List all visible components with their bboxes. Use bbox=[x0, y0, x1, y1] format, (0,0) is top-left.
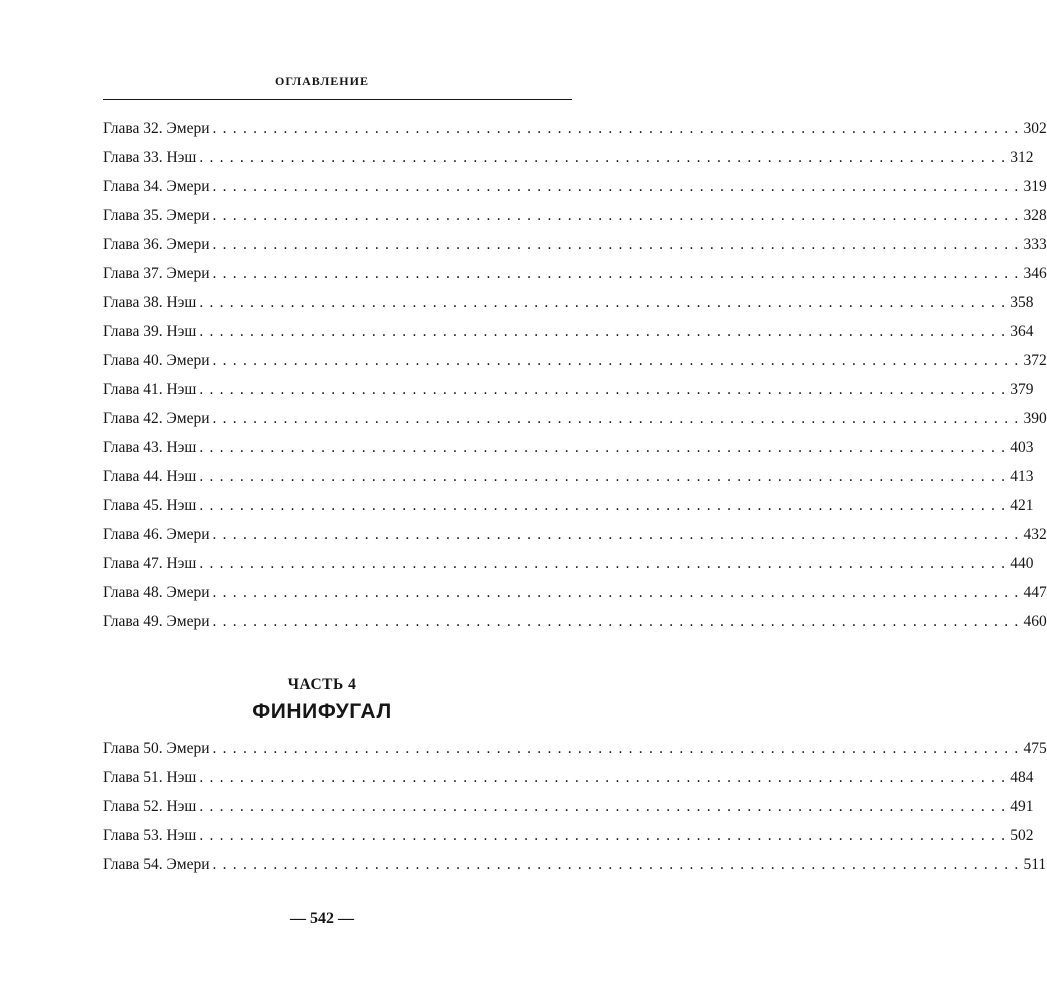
toc-entry bbox=[103, 259, 1047, 288]
toc-entry-page-number: 364 bbox=[1010, 323, 1034, 340]
toc-entry-title: Глава 49. Эмери bbox=[103, 613, 210, 630]
toc-entry bbox=[103, 172, 1047, 201]
toc-entry-page-number: 440 bbox=[1010, 555, 1034, 572]
dot-leader: . . . . . . . . . . . . . . . . . . . . . . . . . . . . . . . . . . . . . . . . . . . . . . . . . . . . . . . . . . . . . . . . . . . . . . . . . . . . . . . . bbox=[212, 178, 1020, 195]
toc-entry-page-number: 413 bbox=[1010, 468, 1034, 485]
toc-entry-title: Глава 40. Эмери bbox=[103, 352, 210, 369]
toc-entry-title: Глава 47. Нэш bbox=[103, 555, 197, 572]
toc-entry bbox=[103, 520, 1047, 549]
dot-leader: . . . . . . . . . . . . . . . . . . . . . . . . . . . . . . . . . . . . . . . . . . . . . . . . . . . . . . . . . . . . . . . . . . . . . . . . . . . . . . . . bbox=[199, 798, 1007, 815]
toc-entry-page-number: 312 bbox=[1010, 149, 1034, 166]
toc-entry-page-number: 403 bbox=[1010, 439, 1034, 456]
running-head: ОГЛАВЛЕНИЕ bbox=[275, 74, 369, 88]
toc-entry bbox=[103, 375, 1034, 404]
toc-entry-page-number: 319 bbox=[1023, 178, 1047, 195]
dot-leader: . . . . . . . . . . . . . . . . . . . . . . . . . . . . . . . . . . . . . . . . . . . . . . . . . . . . . . . . . . . . . . . . . . . . . . . . . . . . . . . . bbox=[212, 265, 1020, 282]
toc-entry bbox=[103, 792, 1034, 821]
toc-entry-title: Глава 48. Эмери bbox=[103, 584, 210, 601]
toc-entry bbox=[103, 317, 1034, 346]
dot-leader: . . . . . . . . . . . . . . . . . . . . . . . . . . . . . . . . . . . . . . . . . . . . . . . . . . . . . . . . . . . . . . . . . . . . . . . . . . . . . . . . bbox=[212, 207, 1020, 224]
toc-entry-page-number: 328 bbox=[1023, 207, 1047, 224]
toc-entry-page-number: 379 bbox=[1010, 381, 1034, 398]
dot-leader: . . . . . . . . . . . . . . . . . . . . . . . . . . . . . . . . . . . . . . . . . . . . . . . . . . . . . . . . . . . . . . . . . . . . . . . . . . . . . . . . bbox=[212, 526, 1020, 543]
toc-entry-title: Глава 50. Эмери bbox=[103, 740, 210, 757]
dot-leader: . . . . . . . . . . . . . . . . . . . . . . . . . . . . . . . . . . . . . . . . . . . . . . . . . . . . . . . . . . . . . . . . . . . . . . . . . . . . . . . . bbox=[199, 769, 1007, 786]
toc-entry bbox=[103, 143, 1034, 172]
dot-leader: . . . . . . . . . . . . . . . . . . . . . . . . . . . . . . . . . . . . . . . . . . . . . . . . . . . . . . . . . . . . . . . . . . . . . . . . . . . . . . . . bbox=[212, 613, 1020, 630]
dot-leader: . . . . . . . . . . . . . . . . . . . . . . . . . . . . . . . . . . . . . . . . . . . . . . . . . . . . . . . . . . . . . . . . . . . . . . . . . . . . . . . . bbox=[212, 236, 1020, 253]
toc-entry-page-number: 432 bbox=[1023, 526, 1047, 543]
toc-entry-page-number: 333 bbox=[1023, 236, 1047, 253]
toc-entry bbox=[103, 433, 1034, 462]
dot-leader: . . . . . . . . . . . . . . . . . . . . . . . . . . . . . . . . . . . . . . . . . . . . . . . . . . . . . . . . . . . . . . . . . . . . . . . . . . . . . . . . bbox=[212, 584, 1020, 601]
toc-entry-title: Глава 45. Нэш bbox=[103, 497, 197, 514]
toc-entry bbox=[103, 288, 1034, 317]
dot-leader: . . . . . . . . . . . . . . . . . . . . . . . . . . . . . . . . . . . . . . . . . . . . . . . . . . . . . . . . . . . . . . . . . . . . . . . . . . . . . . . . bbox=[199, 381, 1007, 398]
page-number: — 542 — bbox=[290, 910, 354, 927]
dot-leader: . . . . . . . . . . . . . . . . . . . . . . . . . . . . . . . . . . . . . . . . . . . . . . . . . . . . . . . . . . . . . . . . . . . . . . . . . . . . . . . . bbox=[199, 497, 1007, 514]
dot-leader: . . . . . . . . . . . . . . . . . . . . . . . . . . . . . . . . . . . . . . . . . . . . . . . . . . . . . . . . . . . . . . . . . . . . . . . . . . . . . . . . bbox=[199, 555, 1007, 572]
dot-leader: . . . . . . . . . . . . . . . . . . . . . . . . . . . . . . . . . . . . . . . . . . . . . . . . . . . . . . . . . . . . . . . . . . . . . . . . . . . . . . . . bbox=[199, 468, 1007, 485]
dot-leader: . . . . . . . . . . . . . . . . . . . . . . . . . . . . . . . . . . . . . . . . . . . . . . . . . . . . . . . . . . . . . . . . . . . . . . . . . . . . . . . . bbox=[199, 149, 1007, 166]
toc-entry-title: Глава 32. Эмери bbox=[103, 120, 210, 137]
toc-entry-title: Глава 53. Нэш bbox=[103, 827, 197, 844]
toc-entry bbox=[103, 549, 1034, 578]
toc-entry bbox=[103, 230, 1047, 259]
dot-leader: . . . . . . . . . . . . . . . . . . . . . . . . . . . . . . . . . . . . . . . . . . . . . . . . . . . . . . . . . . . . . . . . . . . . . . . . . . . . . . . . bbox=[212, 352, 1020, 369]
toc-entry-title: Глава 52. Нэш bbox=[103, 798, 197, 815]
toc-entry-page-number: 502 bbox=[1010, 827, 1034, 844]
toc-entry-page-number: 447 bbox=[1023, 584, 1047, 601]
toc-entry-page-number: 475 bbox=[1023, 740, 1047, 757]
toc-entry-page-number: 346 bbox=[1023, 265, 1047, 282]
toc-entry bbox=[103, 201, 1047, 230]
toc-entry-page-number: 484 bbox=[1010, 769, 1034, 786]
toc-entry-title: Глава 39. Нэш bbox=[103, 323, 197, 340]
toc-entry-title: Глава 33. Нэш bbox=[103, 149, 197, 166]
toc-entry-title: Глава 42. Эмери bbox=[103, 410, 210, 427]
toc-entry-title: Глава 41. Нэш bbox=[103, 381, 197, 398]
toc-entry-page-number: 421 bbox=[1010, 497, 1034, 514]
toc-entry-page-number: 372 bbox=[1023, 352, 1047, 369]
dot-leader: . . . . . . . . . . . . . . . . . . . . . . . . . . . . . . . . . . . . . . . . . . . . . . . . . . . . . . . . . . . . . . . . . . . . . . . . . . . . . . . . bbox=[199, 827, 1007, 844]
toc-list-chapters-32-49 bbox=[103, 114, 1047, 636]
dot-leader: . . . . . . . . . . . . . . . . . . . . . . . . . . . . . . . . . . . . . . . . . . . . . . . . . . . . . . . . . . . . . . . . . . . . . . . . . . . . . . . . bbox=[212, 120, 1020, 137]
toc-entry bbox=[103, 462, 1034, 491]
toc-entry-title: Глава 38. Нэш bbox=[103, 294, 197, 311]
dot-leader: . . . . . . . . . . . . . . . . . . . . . . . . . . . . . . . . . . . . . . . . . . . . . . . . . . . . . . . . . . . . . . . . . . . . . . . . . . . . . . . . bbox=[212, 410, 1020, 427]
toc-entry-title: Глава 46. Эмери bbox=[103, 526, 210, 543]
toc-list-chapters-50-54 bbox=[103, 734, 1047, 879]
toc-entry-title: Глава 43. Нэш bbox=[103, 439, 197, 456]
toc-entry bbox=[103, 763, 1034, 792]
toc-entry-page-number: 358 bbox=[1010, 294, 1034, 311]
dot-leader: . . . . . . . . . . . . . . . . . . . . . . . . . . . . . . . . . . . . . . . . . . . . . . . . . . . . . . . . . . . . . . . . . . . . . . . . . . . . . . . . bbox=[212, 740, 1020, 757]
toc-entry bbox=[103, 734, 1047, 763]
dot-leader: . . . . . . . . . . . . . . . . . . . . . . . . . . . . . . . . . . . . . . . . . . . . . . . . . . . . . . . . . . . . . . . . . . . . . . . . . . . . . . . . bbox=[199, 439, 1007, 456]
toc-entry-title: Глава 35. Эмери bbox=[103, 207, 210, 224]
part-label: ЧАСТЬ 4 bbox=[287, 676, 357, 693]
toc-entry-page-number: 511 bbox=[1023, 856, 1047, 873]
toc-entry-title: Глава 37. Эмери bbox=[103, 265, 210, 282]
toc-entry bbox=[103, 346, 1047, 375]
dot-leader: . . . . . . . . . . . . . . . . . . . . . . . . . . . . . . . . . . . . . . . . . . . . . . . . . . . . . . . . . . . . . . . . . . . . . . . . . . . . . . . . bbox=[199, 323, 1007, 340]
toc-entry bbox=[103, 821, 1034, 850]
dot-leader: . . . . . . . . . . . . . . . . . . . . . . . . . . . . . . . . . . . . . . . . . . . . . . . . . . . . . . . . . . . . . . . . . . . . . . . . . . . . . . . . bbox=[212, 856, 1020, 873]
toc-entry bbox=[103, 578, 1047, 607]
toc-entry-page-number: 491 bbox=[1010, 798, 1034, 815]
toc-entry-title: Глава 34. Эмери bbox=[103, 178, 210, 195]
toc-entry bbox=[103, 404, 1047, 433]
toc-entry-page-number: 302 bbox=[1023, 120, 1047, 137]
toc-entry bbox=[103, 491, 1034, 520]
header-rule bbox=[103, 99, 572, 100]
toc-entry-page-number: 390 bbox=[1023, 410, 1047, 427]
toc-entry-title: Глава 44. Нэш bbox=[103, 468, 197, 485]
toc-entry-title: Глава 51. Нэш bbox=[103, 769, 197, 786]
part-title: ФИНИФУГАЛ bbox=[252, 700, 392, 723]
toc-entry-title: Глава 54. Эмери bbox=[103, 856, 210, 873]
toc-entry-title: Глава 36. Эмери bbox=[103, 236, 210, 253]
toc-entry bbox=[103, 850, 1047, 879]
toc-entry bbox=[103, 607, 1047, 636]
toc-entry-page-number: 460 bbox=[1023, 613, 1047, 630]
toc-entry bbox=[103, 114, 1047, 143]
dot-leader: . . . . . . . . . . . . . . . . . . . . . . . . . . . . . . . . . . . . . . . . . . . . . . . . . . . . . . . . . . . . . . . . . . . . . . . . . . . . . . . . bbox=[199, 294, 1007, 311]
